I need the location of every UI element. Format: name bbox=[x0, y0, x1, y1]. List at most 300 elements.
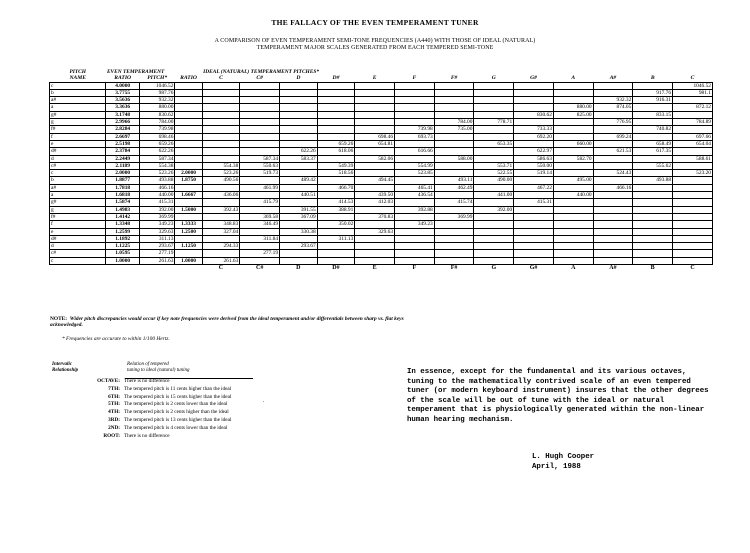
frequency-cell bbox=[474, 243, 514, 250]
frequency-cell bbox=[434, 148, 474, 155]
frequency-cell: 519.14 bbox=[514, 170, 554, 177]
frequency-cell bbox=[434, 192, 474, 199]
frequency-cell bbox=[240, 133, 280, 140]
frequency-cell bbox=[434, 170, 474, 177]
pitch-name-cell: c bbox=[50, 82, 106, 89]
ratio-cell: 1.8877 bbox=[106, 177, 139, 184]
interval-row bbox=[52, 378, 324, 386]
ideal-ratio-cell bbox=[175, 119, 202, 126]
col-foot: C bbox=[218, 265, 224, 272]
frequency-cell bbox=[474, 104, 514, 111]
frequency-cell bbox=[593, 257, 633, 264]
relation-heading bbox=[127, 362, 190, 374]
frequency-cell: 739.98 bbox=[395, 126, 435, 133]
frequency-cell: 874.05 bbox=[593, 104, 633, 111]
frequency-cell bbox=[474, 235, 514, 242]
interval-name: 2ND: bbox=[108, 424, 120, 431]
frequency-cell bbox=[673, 111, 713, 118]
col-head: D bbox=[296, 75, 301, 82]
ideal-ratio-cell: 1.2500 bbox=[175, 228, 202, 235]
pitch-name-cell: b bbox=[50, 89, 106, 96]
col-foot: F# bbox=[450, 265, 458, 272]
interval-row bbox=[52, 433, 324, 441]
table-row bbox=[50, 140, 713, 147]
frequency-cell bbox=[240, 89, 280, 96]
pitch-name-cell: d bbox=[50, 243, 106, 250]
frequency-cell bbox=[514, 177, 554, 184]
frequency-cell bbox=[633, 133, 673, 140]
frequency-cell: 436.06 bbox=[202, 192, 240, 199]
frequency-cell bbox=[633, 192, 673, 199]
frequency-cell bbox=[553, 82, 593, 89]
frequency-cell: 524.43 bbox=[593, 170, 633, 177]
frequency-cell bbox=[553, 228, 593, 235]
ideal-ratio-cell bbox=[175, 235, 202, 242]
frequency-cell: 825.00 bbox=[553, 111, 593, 118]
table-head-row-2 bbox=[50, 75, 713, 82]
frequency-cell bbox=[395, 155, 435, 162]
pitch-name-cell: g bbox=[50, 119, 106, 126]
frequency-cell: 350.02 bbox=[317, 221, 355, 228]
pitch-cell: 493.88 bbox=[139, 177, 175, 184]
frequency-cell: 554.99 bbox=[395, 162, 435, 169]
frequency-cell bbox=[395, 140, 435, 147]
frequency-cell bbox=[553, 213, 593, 220]
frequency-cell bbox=[673, 213, 713, 220]
col-head: D# bbox=[332, 75, 340, 82]
ratio-cell: 2.1189 bbox=[106, 162, 139, 169]
pitch-name-cell: f bbox=[50, 221, 106, 228]
frequency-cell bbox=[673, 97, 713, 104]
frequency-cell: 582.70 bbox=[553, 155, 593, 162]
frequency-cell: 582.06 bbox=[355, 155, 395, 162]
col-foot: C bbox=[690, 265, 695, 272]
frequency-cell bbox=[514, 140, 554, 147]
frequency-cell bbox=[202, 89, 240, 96]
frequency-cell bbox=[673, 162, 713, 169]
frequency-cell bbox=[593, 162, 633, 169]
col-foot: G bbox=[491, 265, 497, 272]
pitch-cell: 1046.52 bbox=[139, 82, 175, 89]
interval-description: The tempered pitch is 13 cents higher than the ideal bbox=[124, 416, 232, 423]
frequency-cell bbox=[395, 89, 435, 96]
interval-heading-2: Relationship bbox=[52, 368, 79, 373]
note-label: NOTE: bbox=[50, 316, 68, 322]
col-head: E bbox=[372, 75, 377, 82]
frequency-cell bbox=[240, 126, 280, 133]
frequency-cell: 622.97 bbox=[514, 148, 554, 155]
frequency-cell: 311.84 bbox=[240, 235, 280, 242]
frequency-cell bbox=[593, 221, 633, 228]
pitch-cell: 415.31 bbox=[139, 199, 175, 206]
frequency-cell bbox=[553, 235, 593, 242]
frequency-cell: 917.76 bbox=[633, 89, 673, 96]
table-row bbox=[50, 177, 713, 184]
frequency-cell bbox=[395, 235, 435, 242]
frequency-cell: 465.41 bbox=[395, 184, 435, 191]
frequency-cell bbox=[514, 228, 554, 235]
frequency-cell bbox=[633, 250, 673, 257]
frequency-cell bbox=[553, 119, 593, 126]
even-temperament-head: EVEN TEMPERAMENT bbox=[106, 69, 165, 75]
frequency-cell bbox=[317, 250, 355, 257]
ideal-ratio-cell bbox=[175, 199, 202, 206]
ratio2-head: RATIO bbox=[180, 75, 197, 82]
frequency-cell: 327.04 bbox=[202, 228, 240, 235]
ratio-cell: 2.5198 bbox=[106, 140, 139, 147]
ideal-ratio-cell bbox=[175, 126, 202, 133]
frequency-cell bbox=[434, 206, 474, 213]
frequency-cell: 872.12 bbox=[673, 104, 713, 111]
frequency-cell bbox=[280, 162, 318, 169]
frequency-cell: 833.15 bbox=[633, 111, 673, 118]
interval-list bbox=[52, 378, 324, 440]
frequency-cell: 699.24 bbox=[593, 133, 633, 140]
frequency-cell bbox=[593, 155, 633, 162]
interval-row bbox=[52, 386, 324, 394]
frequency-cell: 654.81 bbox=[355, 140, 395, 147]
frequency-cell bbox=[633, 213, 673, 220]
frequency-cell bbox=[395, 213, 435, 220]
ideal-ratio-cell bbox=[175, 133, 202, 140]
frequency-cell: 553.71 bbox=[474, 162, 514, 169]
pitch-cell: 659.26 bbox=[139, 140, 175, 147]
frequency-cell: 554.38 bbox=[202, 162, 240, 169]
ideal-temperament-head: IDEAL (NATURAL) TEMPERAMENT PITCHES* bbox=[203, 69, 320, 75]
col-head: G bbox=[491, 75, 496, 82]
frequency-cell: 523.26 bbox=[202, 170, 240, 177]
frequency-cell bbox=[474, 250, 514, 257]
ideal-ratio-cell: 1.5000 bbox=[175, 206, 202, 213]
interval-row bbox=[52, 394, 324, 402]
frequency-cell bbox=[280, 97, 318, 104]
table-row bbox=[50, 119, 713, 126]
frequency-cell bbox=[553, 97, 593, 104]
frequency-cell bbox=[514, 206, 554, 213]
frequency-cell bbox=[202, 148, 240, 155]
frequency-cell bbox=[434, 133, 474, 140]
frequency-cell bbox=[474, 221, 514, 228]
frequency-cell: 369.58 bbox=[240, 213, 280, 220]
pitch-cell: 523.26 bbox=[139, 170, 175, 177]
frequency-cell: 490.00 bbox=[474, 177, 514, 184]
pitch-cell: 369.99 bbox=[139, 213, 175, 220]
frequency-cell: 658.49 bbox=[633, 140, 673, 147]
frequency-cell bbox=[202, 82, 240, 89]
frequency-cell bbox=[673, 184, 713, 191]
frequency-cell bbox=[240, 177, 280, 184]
frequency-cell bbox=[317, 126, 355, 133]
interval-row bbox=[52, 409, 324, 417]
frequency-cell bbox=[553, 243, 593, 250]
frequency-cell bbox=[355, 257, 395, 264]
frequency-cell: 370.83 bbox=[355, 213, 395, 220]
frequency-cell bbox=[240, 97, 280, 104]
frequency-cell: 261.63 bbox=[202, 257, 240, 264]
frequency-cell bbox=[553, 162, 593, 169]
frequency-cell: 495.00 bbox=[553, 177, 593, 184]
frequency-cell: 415.74 bbox=[434, 199, 474, 206]
col-head: G# bbox=[530, 75, 537, 82]
signature-block bbox=[532, 452, 594, 472]
interval-description: The tempered pitch is 4 cents lower than the ideal bbox=[124, 424, 228, 431]
pitch-cell: 880.00 bbox=[139, 104, 175, 111]
ideal-ratio-cell bbox=[175, 140, 202, 147]
frequency-cell: 588.00 bbox=[434, 155, 474, 162]
pitch-head: PITCH bbox=[69, 69, 86, 75]
frequency-cell: 388.91 bbox=[317, 206, 355, 213]
table-row bbox=[50, 170, 713, 177]
frequency-cell bbox=[434, 250, 474, 257]
table-row bbox=[50, 133, 713, 140]
table-row bbox=[50, 184, 713, 191]
author-date: April, 1988 bbox=[532, 463, 581, 471]
table-row bbox=[50, 199, 713, 206]
pitch-cell: 987.76 bbox=[139, 89, 175, 96]
frequency-cell bbox=[240, 206, 280, 213]
frequency-cell bbox=[240, 192, 280, 199]
pitch-col-head: PITCH* bbox=[147, 75, 168, 82]
ratio-cell: 1.1225 bbox=[106, 243, 139, 250]
frequency-cell: 367.09 bbox=[280, 213, 318, 220]
pitch-name-cell: a# bbox=[50, 184, 106, 191]
frequency-cell: 330.38 bbox=[280, 228, 318, 235]
pitch-name-cell: a bbox=[50, 192, 106, 199]
frequency-table bbox=[49, 69, 713, 271]
interval-name: OCTAVE: bbox=[97, 378, 120, 384]
frequency-cell bbox=[553, 250, 593, 257]
frequency-cell bbox=[673, 235, 713, 242]
frequency-cell: 550.63 bbox=[240, 162, 280, 169]
ratio-cell: 1.7818 bbox=[106, 184, 139, 191]
frequency-cell bbox=[280, 170, 318, 177]
interval-row bbox=[52, 417, 324, 425]
frequency-cell bbox=[317, 111, 355, 118]
frequency-cell bbox=[673, 206, 713, 213]
frequency-cell bbox=[673, 257, 713, 264]
frequency-cell bbox=[553, 126, 593, 133]
frequency-cell bbox=[202, 213, 240, 220]
frequency-cell bbox=[355, 126, 395, 133]
frequency-cell: 346.49 bbox=[240, 221, 280, 228]
frequency-cell bbox=[553, 133, 593, 140]
frequency-cell bbox=[395, 97, 435, 104]
ideal-ratio-cell: 1.8750 bbox=[175, 177, 202, 184]
frequency-cell bbox=[633, 184, 673, 191]
col-head: C# bbox=[256, 75, 263, 82]
frequency-cell: 916.31 bbox=[633, 97, 673, 104]
frequency-cell bbox=[553, 221, 593, 228]
table-row bbox=[50, 228, 713, 235]
frequency-cell: 277.19 bbox=[240, 250, 280, 257]
table-row bbox=[50, 148, 713, 155]
frequency-cell bbox=[474, 82, 514, 89]
col-foot: D# bbox=[332, 265, 340, 272]
frequency-cell: 392.43 bbox=[202, 206, 240, 213]
col-head: C bbox=[690, 75, 695, 82]
frequency-cell bbox=[355, 119, 395, 126]
frequency-cell bbox=[280, 184, 318, 191]
frequency-cell bbox=[240, 82, 280, 89]
interval-row bbox=[52, 425, 324, 433]
frequency-cell bbox=[633, 243, 673, 250]
pitch-cell: 261.63 bbox=[139, 257, 175, 264]
frequency-cell bbox=[202, 119, 240, 126]
frequency-cell bbox=[593, 228, 633, 235]
table-row bbox=[50, 213, 713, 220]
frequency-cell: 622.26 bbox=[280, 148, 318, 155]
frequency-cell bbox=[633, 170, 673, 177]
frequency-cell: 392.88 bbox=[395, 206, 435, 213]
frequency-cell: 549.39 bbox=[317, 162, 355, 169]
frequency-cell: 653.35 bbox=[474, 140, 514, 147]
frequency-cell bbox=[395, 199, 435, 206]
frequency-cell bbox=[553, 257, 593, 264]
ratio-cell: 2.9966 bbox=[106, 119, 139, 126]
frequency-cell bbox=[202, 199, 240, 206]
frequency-cell bbox=[553, 170, 593, 177]
frequency-cell bbox=[633, 235, 673, 242]
ratio-cell: 3.7755 bbox=[106, 89, 139, 96]
frequency-cell bbox=[355, 111, 395, 118]
ideal-ratio-cell: 1.6667 bbox=[175, 192, 202, 199]
pitch-cell: 349.23 bbox=[139, 221, 175, 228]
frequency-cell: 466.70 bbox=[317, 184, 355, 191]
frequency-cell: 583.37 bbox=[280, 155, 318, 162]
table-row bbox=[50, 82, 713, 89]
frequency-cell bbox=[673, 126, 713, 133]
frequency-cell bbox=[673, 177, 713, 184]
frequency-cell bbox=[633, 104, 673, 111]
col-foot: E bbox=[372, 265, 377, 272]
table-row bbox=[50, 221, 713, 228]
ratio-cell: 3.1748 bbox=[106, 111, 139, 118]
frequency-cell bbox=[280, 119, 318, 126]
ideal-ratio-cell bbox=[175, 184, 202, 191]
frequency-cell bbox=[317, 104, 355, 111]
frequency-cell: 369.99 bbox=[434, 213, 474, 220]
ratio-cell: 3.3636 bbox=[106, 104, 139, 111]
subtitle-line-2: TEMPERAMENT MAJOR SCALES GENERATED FROM EACH TEMPERED SEMI-TONE bbox=[256, 45, 494, 51]
col-foot: A# bbox=[609, 265, 617, 272]
frequency-cell bbox=[240, 140, 280, 147]
frequency-cell bbox=[434, 97, 474, 104]
pitch-name-cell: e bbox=[50, 140, 106, 147]
frequency-cell bbox=[434, 243, 474, 250]
author-name: L. Hugh Cooper bbox=[532, 453, 595, 461]
frequency-cell bbox=[395, 111, 435, 118]
frequency-cell bbox=[593, 126, 633, 133]
frequency-cell bbox=[395, 104, 435, 111]
frequency-cell: 415.79 bbox=[240, 199, 280, 206]
frequency-cell bbox=[317, 257, 355, 264]
frequency-cell bbox=[202, 235, 240, 242]
stray-dot: . bbox=[263, 398, 265, 404]
frequency-cell bbox=[434, 140, 474, 147]
frequency-cell bbox=[474, 155, 514, 162]
col-foot: G# bbox=[529, 265, 538, 272]
pitch-cell: 622.26 bbox=[139, 148, 175, 155]
subtitle-line-1: A COMPARISON OF EVEN TEMPERAMENT SEMI-TONE FREQUENCIES (A440) WITH THOSE OF IDEAL (NATURAL) bbox=[214, 38, 536, 44]
frequency-cell bbox=[317, 243, 355, 250]
frequency-cell bbox=[434, 111, 474, 118]
frequency-cell bbox=[395, 243, 435, 250]
ratio-cell: 2.6697 bbox=[106, 133, 139, 140]
frequency-cell: 778.71 bbox=[474, 119, 514, 126]
frequency-cell: 981.1 bbox=[673, 89, 713, 96]
frequency-cell bbox=[280, 82, 318, 89]
frequency-cell: 784.89 bbox=[673, 119, 713, 126]
frequency-cell: 440.51 bbox=[280, 192, 318, 199]
col-head: B bbox=[650, 75, 655, 82]
frequency-cell bbox=[317, 192, 355, 199]
table-row bbox=[50, 155, 713, 162]
table-row bbox=[50, 111, 713, 118]
table-row bbox=[50, 257, 713, 264]
frequency-cell bbox=[474, 184, 514, 191]
ratio-cell: 1.0000 bbox=[106, 257, 139, 264]
pitch-cell: 392.00 bbox=[139, 206, 175, 213]
ideal-ratio-cell: 1.0000 bbox=[175, 257, 202, 264]
table-row bbox=[50, 126, 713, 133]
ratio-cell: 1.4142 bbox=[106, 213, 139, 220]
ratio-head: RATIO bbox=[114, 75, 132, 82]
frequency-cell: 586.63 bbox=[514, 155, 554, 162]
frequency-cell: 493.88 bbox=[633, 177, 673, 184]
pitch-cell: 739.98 bbox=[139, 126, 175, 133]
col-foot: A bbox=[571, 265, 576, 272]
ratio-cell: 1.4983 bbox=[106, 206, 139, 213]
frequency-cell: 311.13 bbox=[317, 235, 355, 242]
frequency-cell bbox=[355, 162, 395, 169]
frequency-cell bbox=[474, 126, 514, 133]
frequency-cell bbox=[355, 170, 395, 177]
frequency-cell: 436.54 bbox=[395, 192, 435, 199]
pitch-cell: 587.34 bbox=[139, 155, 175, 162]
frequency-cell: 348.83 bbox=[202, 221, 240, 228]
pitch-name-cell: a# bbox=[50, 97, 106, 104]
frequency-cell bbox=[280, 235, 318, 242]
frequency-cell bbox=[633, 199, 673, 206]
frequency-cell: 830.62 bbox=[514, 111, 554, 118]
frequency-cell bbox=[355, 97, 395, 104]
frequency-cell bbox=[593, 192, 633, 199]
ratio-cell: 2.3784 bbox=[106, 148, 139, 155]
frequency-cell bbox=[553, 206, 593, 213]
pitch-name-cell: g# bbox=[50, 199, 106, 206]
frequency-cell bbox=[474, 199, 514, 206]
ideal-ratio-cell bbox=[175, 111, 202, 118]
interval-description: The tempered pitch is 2 cents higher than the ideal bbox=[124, 409, 229, 416]
frequency-cell: 698.46 bbox=[355, 133, 395, 140]
ideal-ratio-cell bbox=[175, 82, 202, 89]
frequency-cell: 522.55 bbox=[474, 170, 514, 177]
frequency-cell bbox=[240, 228, 280, 235]
frequency-cell: 932.32 bbox=[593, 97, 633, 104]
frequency-cell bbox=[434, 104, 474, 111]
frequency-cell bbox=[202, 250, 240, 257]
frequency-cell bbox=[202, 126, 240, 133]
frequency-cell: 523.20 bbox=[673, 170, 713, 177]
essay-paragraph: In essence, except for the fundamental and its various octaves, tuning to the mathematically contrived scale of an even tempered tuner (or modern keyboard instrument) insures that the other degrees of the scale will be out of tune with the ideal or natural temperament that is physiologically generated within the non-linear human hearing mechanism. bbox=[407, 368, 709, 424]
ratio-cell: 2.2449 bbox=[106, 155, 139, 162]
frequency-cell bbox=[673, 228, 713, 235]
frequency-cell bbox=[514, 235, 554, 242]
frequency-cell bbox=[355, 206, 395, 213]
frequency-cell bbox=[673, 243, 713, 250]
frequency-cell: 587.34 bbox=[240, 155, 280, 162]
frequency-cell: 493.11 bbox=[434, 177, 474, 184]
